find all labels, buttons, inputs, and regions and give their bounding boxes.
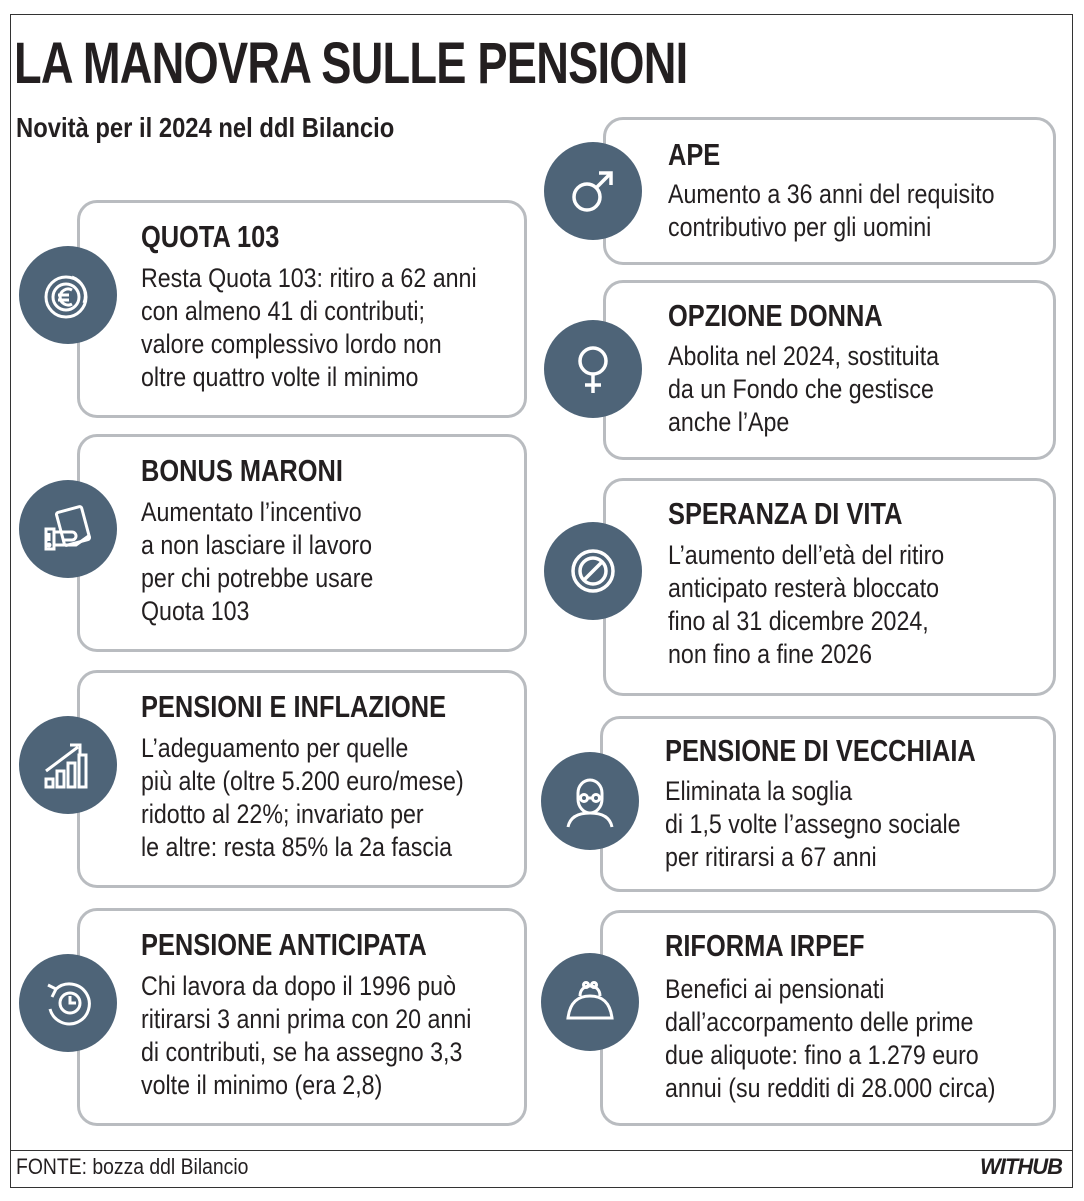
female-symbol-icon	[544, 320, 642, 418]
prohibited-icon	[544, 522, 642, 620]
card-title: BONUS MARONI	[141, 453, 343, 488]
euro-coin-icon	[19, 246, 117, 344]
card-text: Benefici ai pensionati dall’accorpamento delle prime due aliquote: fino a 1.279 euro annui (su redditi di 28.000 circa)	[665, 974, 996, 1103]
card-title: PENSIONE DI VECCHIAIA	[665, 733, 976, 768]
card-title: QUOTA 103	[141, 219, 280, 254]
card-text: Aumento a 36 anni del requisito contributivo per gli uomini	[668, 179, 995, 242]
card-text: L’adeguamento per quelle più alte (oltre 5.200 euro/mese) ridotto al 22%; invariato per le altre: resta 85% la 2a fascia	[141, 733, 464, 862]
card-title: PENSIONI E INFLAZIONE	[141, 689, 447, 724]
male-symbol-icon	[544, 142, 642, 240]
card-title: APE	[668, 137, 721, 172]
page-subtitle: Novità per il 2024 nel ddl Bilancio	[16, 112, 395, 143]
card-text: L’aumento dell’età del ritiro anticipato resterà bloccato fino al 31 dicembre 2024, non fino a fine 2026	[668, 540, 945, 669]
page-title: LA MANOVRA SULLE PENSIONI	[14, 31, 688, 96]
footer-divider	[11, 1150, 1072, 1151]
brand-logo: WITHUB	[980, 1154, 1062, 1179]
elderly-person-icon	[541, 752, 639, 850]
card-text: Chi lavora da dopo il 1996 può ritirarsi 3 anni prima con 20 anni di contributi, se ha assegno 3,3 volte il minimo (era 2,8)	[141, 971, 472, 1100]
growth-chart-icon	[19, 716, 117, 814]
card-title: OPZIONE DONNA	[668, 298, 883, 333]
card-text: Abolita nel 2024, sostituita da un Fondo che gestisce anche l’Ape	[668, 341, 940, 437]
card-text: Aumentato l’incentivo a non lasciare il lavoro per chi potrebbe usare Quota 103	[141, 497, 374, 626]
cash-hand-icon	[19, 480, 117, 578]
card-text: Resta Quota 103: ritiro a 62 anni con almeno 41 di contributi; valore complessivo lordo non oltre quattro volte il minimo	[141, 263, 477, 392]
card-title: PENSIONE ANTICIPATA	[141, 927, 427, 962]
card-text: Eliminata la soglia di 1,5 volte l’assegno sociale per ritirarsi a 67 anni	[665, 776, 961, 872]
purse-icon	[541, 953, 639, 1051]
clock-arrow-icon	[19, 954, 117, 1052]
card-title: RIFORMA IRPEF	[665, 928, 865, 963]
card-title: SPERANZA DI VITA	[668, 496, 903, 531]
source-note: FONTE: bozza ddl Bilancio	[16, 1154, 249, 1179]
